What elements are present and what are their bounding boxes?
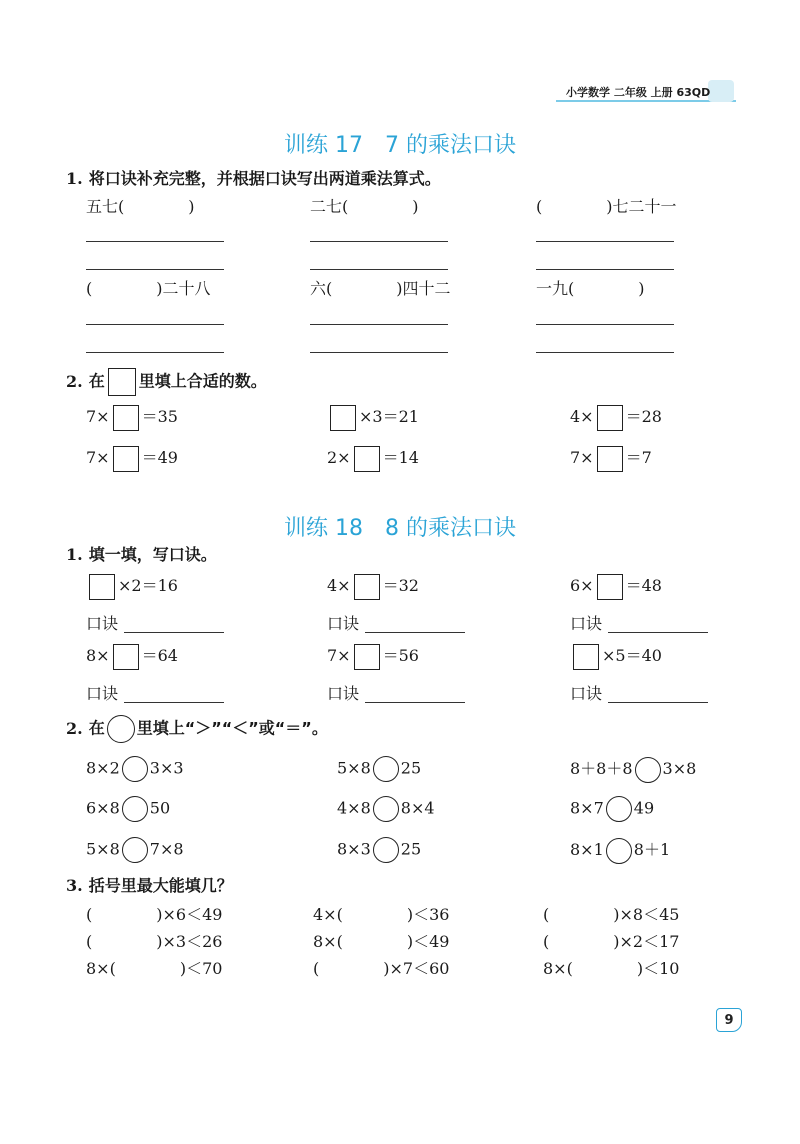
s18-q2-r3-c2 — [337, 837, 421, 863]
s17-q1-item-2: 二七( ) — [310, 197, 419, 216]
s18-q2-r3-c3 — [570, 837, 670, 864]
s18-q2-title — [66, 715, 328, 743]
s17-q1-number: 1. — [66, 169, 83, 188]
s17-q1-item-4: ( )二十八 — [86, 279, 211, 298]
expr-post: ＝14 — [382, 448, 419, 467]
answer-circle[interactable] — [373, 756, 399, 782]
s17-q1-item-1: 五七( ) — [86, 197, 195, 216]
expr-pre: 6×8 — [86, 798, 120, 818]
expr-pre: 7× — [86, 407, 110, 426]
s18-q3-title — [66, 873, 233, 896]
expr-post: 25 — [400, 839, 422, 859]
expr-post: 50 — [149, 798, 171, 818]
s17-answer-line[interactable] — [310, 352, 448, 353]
s18-q1-title — [66, 542, 217, 565]
expr-pre: 8×1 — [570, 840, 604, 859]
koujue-answer-line[interactable] — [608, 632, 708, 633]
s17-answer-line[interactable] — [536, 269, 674, 270]
expr-pre: 8× — [86, 646, 110, 665]
s17-q2-number: 2. — [66, 371, 83, 391]
s18-q3-r2-c1[interactable]: ( )×3＜26 — [86, 932, 223, 951]
expr-pre: 6× — [570, 576, 594, 595]
s18-q1-koujue-label: 口诀 — [570, 614, 603, 633]
s18-q1-koujue-label: 口诀 — [86, 684, 119, 703]
s18-q3-r1-c2[interactable]: 4×( )＜36 — [313, 905, 450, 924]
s18-q3-r3-c1[interactable]: 8×( )＜70 — [86, 959, 223, 978]
s17-q2-r1-c1 — [86, 404, 178, 431]
answer-box[interactable] — [597, 574, 623, 600]
s18-q1-koujue-label: 口诀 — [570, 684, 603, 703]
s18-q3-r2-c2[interactable]: 8×( )＜49 — [313, 932, 450, 951]
s18-q1-r1-c2 — [327, 573, 419, 600]
s17-q1-item-3: ( )七二十一 — [536, 197, 677, 216]
answer-circle[interactable] — [606, 838, 632, 864]
answer-box[interactable] — [113, 405, 139, 431]
expr-pre: 4× — [327, 576, 351, 595]
expr-post: ＝48 — [625, 576, 662, 595]
expr-pre: 8×3 — [337, 839, 371, 859]
koujue-answer-line[interactable] — [124, 632, 224, 633]
s18-q3-r1-c1[interactable]: ( )×6＜49 — [86, 905, 223, 924]
s17-q1-text: 将口诀补充完整，并根据口诀写出两道乘法算式。 — [88, 169, 441, 188]
s17-answer-line[interactable] — [310, 324, 448, 325]
expr-pre: 7× — [570, 448, 594, 467]
expr-post: 25 — [400, 758, 422, 778]
expr-post: ×5＝40 — [602, 646, 662, 665]
s17-answer-line[interactable] — [536, 324, 674, 325]
s18-q1-koujue-label: 口诀 — [327, 614, 360, 633]
answer-box[interactable] — [113, 644, 139, 670]
expr-pre: 8×2 — [86, 758, 120, 778]
s17-answer-line[interactable] — [86, 352, 224, 353]
s18-q3-r2-c3[interactable]: ( )×2＜17 — [543, 932, 680, 951]
expr-pre: 2× — [327, 448, 351, 467]
s18-q1-text: 填一填，写口诀。 — [88, 545, 217, 564]
s18-q2-text-after: 里填上“＞”“＜”或“＝”。 — [136, 718, 328, 738]
s17-q1-item-5: 六( )四十二 — [310, 279, 451, 298]
s18-q3-text: 括号里最大能填几？ — [88, 876, 233, 895]
s18-q1-r2-c2 — [327, 643, 419, 670]
s18-q1-r2-c3 — [570, 643, 662, 670]
s18-q1-number: 1. — [66, 545, 83, 564]
answer-box[interactable] — [354, 574, 380, 600]
s17-q1-title — [66, 166, 441, 189]
answer-box[interactable] — [597, 446, 623, 472]
answer-circle[interactable] — [373, 837, 399, 863]
s18-q3-r3-c2[interactable]: ( )×7＜60 — [313, 959, 450, 978]
answer-circle[interactable] — [606, 796, 632, 822]
s18-q1-r2-c1 — [86, 643, 178, 670]
s17-answer-line[interactable] — [536, 241, 674, 242]
expr-pre: 7× — [327, 646, 351, 665]
s18-q1-r1-c3 — [570, 573, 662, 600]
s18-q3-r1-c3[interactable]: ( )×8＜45 — [543, 905, 680, 924]
s17-answer-line[interactable] — [86, 324, 224, 325]
koujue-answer-line[interactable] — [124, 702, 224, 703]
expr-post: ＝32 — [382, 576, 419, 595]
s17-q2-text-before: 在 — [88, 371, 105, 391]
answer-circle[interactable] — [122, 837, 148, 863]
expr-post: 8×4 — [400, 798, 435, 818]
s18-q2-r1-c3 — [570, 756, 696, 783]
s18-q1-koujue-label: 口诀 — [327, 684, 360, 703]
s17-q2-r2-c2 — [327, 445, 419, 472]
s17-q2-r2-c3 — [570, 445, 652, 472]
expr-post: 3×8 — [662, 759, 697, 778]
koujue-answer-line[interactable] — [608, 702, 708, 703]
instruction-box-icon — [108, 368, 136, 396]
expr-pre: 8＋8＋8 — [570, 759, 633, 778]
s17-q1-item-6: 一九( ) — [536, 279, 645, 298]
s17-answer-line[interactable] — [86, 241, 224, 242]
expr-pre: 8×7 — [570, 798, 604, 818]
s18-q2-r2-c1 — [86, 796, 170, 822]
expr-post: ×3＝21 — [359, 407, 419, 426]
s18-q2-r1-c2 — [337, 756, 421, 782]
s17-q2-r2-c1 — [86, 445, 178, 472]
answer-circle[interactable] — [122, 756, 148, 782]
s17-q2-text-after: 里填上合适的数。 — [138, 371, 267, 391]
expr-post: 7×8 — [149, 839, 184, 859]
expr-post: ＝28 — [625, 407, 662, 426]
page-number: 9 — [716, 1008, 742, 1032]
answer-box[interactable] — [113, 446, 139, 472]
expr-pre: 4× — [570, 407, 594, 426]
s18-q3-r3-c3[interactable]: 8×( )＜10 — [543, 959, 680, 978]
answer-box[interactable] — [330, 405, 356, 431]
expr-post: 3×3 — [149, 758, 184, 778]
s17-q2-r1-c2 — [327, 404, 419, 431]
expr-post: ＝64 — [141, 646, 178, 665]
expr-post: 49 — [633, 798, 655, 818]
instruction-circle-icon — [107, 715, 135, 743]
expr-post: ＝49 — [141, 448, 178, 467]
answer-circle[interactable] — [635, 757, 661, 783]
section-17-title: 训练 17 7 的乘法口诀 — [284, 133, 516, 158]
expr-post: ×2＝16 — [118, 576, 178, 595]
expr-post: ＝7 — [625, 448, 652, 467]
s18-q2-r2-c3 — [570, 796, 654, 822]
expr-pre: 5×8 — [337, 758, 371, 778]
s18-q2-r1-c1 — [86, 756, 184, 782]
expr-pre: 7× — [86, 448, 110, 467]
s17-answer-line[interactable] — [536, 352, 674, 353]
answer-box[interactable] — [354, 446, 380, 472]
koujue-answer-line[interactable] — [365, 632, 465, 633]
expr-post: ＝56 — [382, 646, 419, 665]
s18-q1-koujue-label: 口诀 — [86, 614, 119, 633]
answer-circle[interactable] — [373, 796, 399, 822]
answer-circle[interactable] — [122, 796, 148, 822]
koujue-answer-line[interactable] — [365, 702, 465, 703]
answer-box[interactable] — [89, 574, 115, 600]
s18-q2-text-before: 在 — [88, 718, 105, 738]
header-mascot-icon — [708, 80, 734, 102]
s18-q1-r1-c1 — [86, 573, 178, 600]
header-book-info: 小学数学 二年级 上册 63QD — [566, 86, 711, 99]
s18-q2-r2-c2 — [337, 796, 435, 822]
s17-q2-title — [66, 368, 267, 396]
s17-answer-line[interactable] — [310, 269, 448, 270]
section-18-title: 训练 18 8 的乘法口诀 — [284, 516, 516, 541]
expr-post: ＝35 — [141, 407, 178, 426]
expr-pre: 5×8 — [86, 839, 120, 859]
answer-box[interactable] — [354, 644, 380, 670]
s17-answer-line[interactable] — [86, 269, 224, 270]
s17-q2-r1-c3 — [570, 404, 662, 431]
answer-box[interactable] — [597, 405, 623, 431]
s18-q2-number: 2. — [66, 718, 83, 738]
expr-post: 8＋1 — [633, 840, 671, 859]
s18-q2-r3-c1 — [86, 837, 184, 863]
answer-box[interactable] — [573, 644, 599, 670]
s17-answer-line[interactable] — [310, 241, 448, 242]
expr-pre: 4×8 — [337, 798, 371, 818]
s18-q3-number: 3. — [66, 876, 83, 895]
